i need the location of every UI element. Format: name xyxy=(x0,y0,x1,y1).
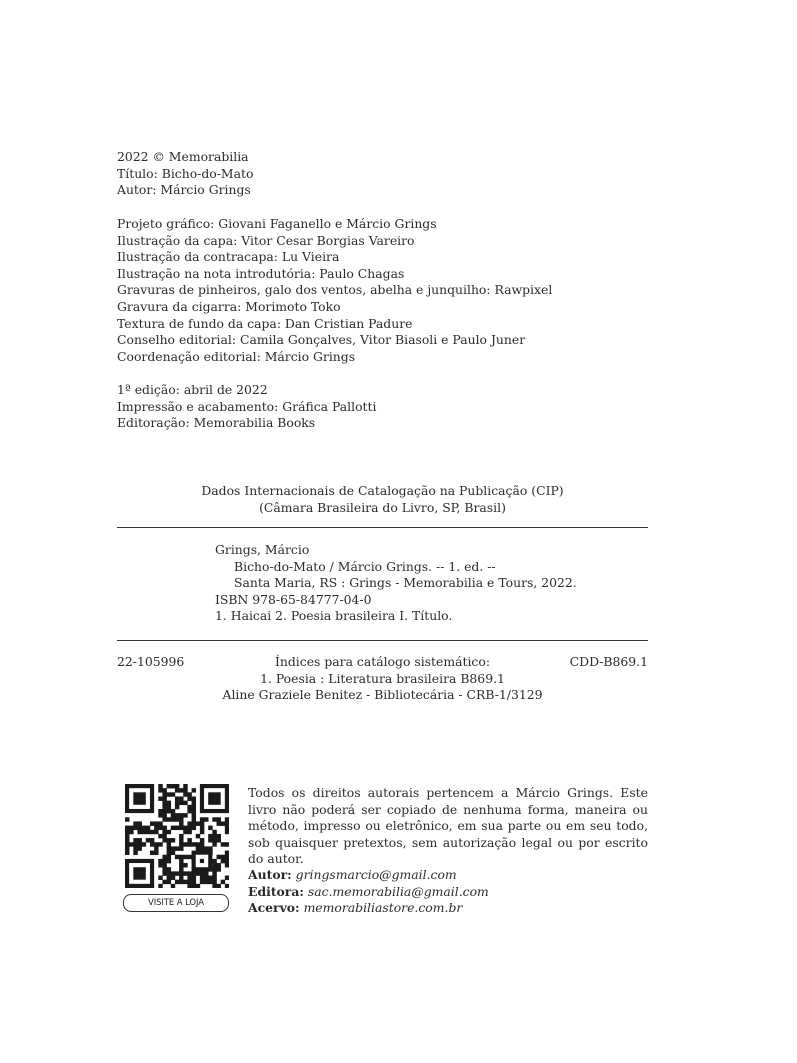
title-line: Título: Bicho-do-Mato xyxy=(117,165,254,181)
cip-librarian: Aline Graziele Benitez - Bibliotecária - CRB-1/3129 xyxy=(222,687,543,703)
credits-staff xyxy=(117,216,552,365)
cip-imprint: Santa Maria, RS : Grings - Memorabilia e Tours, 2022. xyxy=(234,575,577,591)
cip-index-title: Índices para catálogo sistemático: xyxy=(275,654,490,669)
contact-author xyxy=(248,867,489,884)
credit-line: Projeto gráfico: Giovani Faganello e Márcio Grings xyxy=(117,216,437,231)
edition-line: 1ª edição: abril de 2022 xyxy=(117,382,268,397)
printing-line: Impressão e acabamento: Gráfica Pallotti xyxy=(117,398,377,414)
cip-index-entry: 1. Poesia : Literatura brasileira B869.1 xyxy=(260,670,505,686)
credit-line: Conselho editorial: Camila Gonçalves, Vitor Biasoli e Paulo Juner xyxy=(117,332,526,348)
credits-basic xyxy=(117,149,253,199)
cip-divider-bottom xyxy=(117,640,648,641)
credit-line: Ilustração na nota introdutória: Paulo Chagas xyxy=(117,265,405,281)
credit-line: Ilustração da contracapa: Lu Vieira xyxy=(117,249,340,265)
contact-publisher xyxy=(248,884,489,901)
credit-line: Gravura da cigarra: Morimoto Toko xyxy=(117,298,341,314)
cip-header-title: Dados Internacionais de Catalogação na Publicação (CIP) xyxy=(201,483,564,498)
cip-header-subtitle: (Câmara Brasileira do Livro, SP, Brasil) xyxy=(259,499,506,515)
cip-title: Bicho-do-Mato / Márcio Grings. -- 1. ed. -- xyxy=(234,558,496,574)
layout-line: Editoração: Memorabilia Books xyxy=(117,415,316,431)
credits-edition xyxy=(117,382,376,432)
contact-collection-label: Acervo: xyxy=(248,900,300,916)
qr-code-icon[interactable] xyxy=(125,784,229,888)
credit-line: Coordenação editorial: Márcio Grings xyxy=(117,348,356,364)
author-line: Autor: Márcio Grings xyxy=(117,182,251,198)
cip-cdd: CDD-B869.1 xyxy=(569,654,648,669)
contacts xyxy=(248,867,489,917)
contact-author-label: Autor: xyxy=(248,867,292,882)
rights-notice: Todos os direitos autorais pertencem a Márcio Grings. Este livro não poderá ser copiado de nenhuma forma, maneira ou método, impresso ou eletrônico, em sua parte ou em seu todo, sob quaisquer pretextos, sem autorização legal ou por escrito do autor. xyxy=(248,785,648,867)
copyright-line: 2022 © Memorabilia xyxy=(117,149,249,164)
visit-store-button[interactable]: VISITE A LOJA xyxy=(123,894,229,912)
cip-header xyxy=(117,483,648,516)
contact-author-email[interactable]: gringsmarcio@gmail.com xyxy=(295,867,457,882)
qr-block xyxy=(123,784,231,912)
contact-publisher-email[interactable]: sac.memorabilia@gmail.com xyxy=(307,883,489,899)
cip-author: Grings, Márcio xyxy=(215,542,310,557)
cip-control-number: 22-105996 xyxy=(117,654,185,669)
contact-collection-url[interactable]: memorabiliastore.com.br xyxy=(303,900,463,916)
cip-index xyxy=(117,654,648,704)
contact-publisher-label: Editora: xyxy=(248,883,304,899)
cip-subjects: 1. Haicai 2. Poesia brasileira I. Título. xyxy=(215,608,453,624)
contact-collection xyxy=(248,900,489,917)
credit-line: Ilustração da capa: Vitor Cesar Borgias Vareiro xyxy=(117,232,415,248)
cip-isbn: ISBN 978-65-84777-04-0 xyxy=(215,591,372,607)
cip-entry xyxy=(215,542,577,625)
cip-divider-top xyxy=(117,527,648,528)
cip-footer xyxy=(117,654,648,706)
credit-line: Gravuras de pinheiros, galo dos ventos, abelha e junquilho: Rawpixel xyxy=(117,282,553,298)
credit-line: Textura de fundo da capa: Dan Cristian Padure xyxy=(117,315,413,331)
